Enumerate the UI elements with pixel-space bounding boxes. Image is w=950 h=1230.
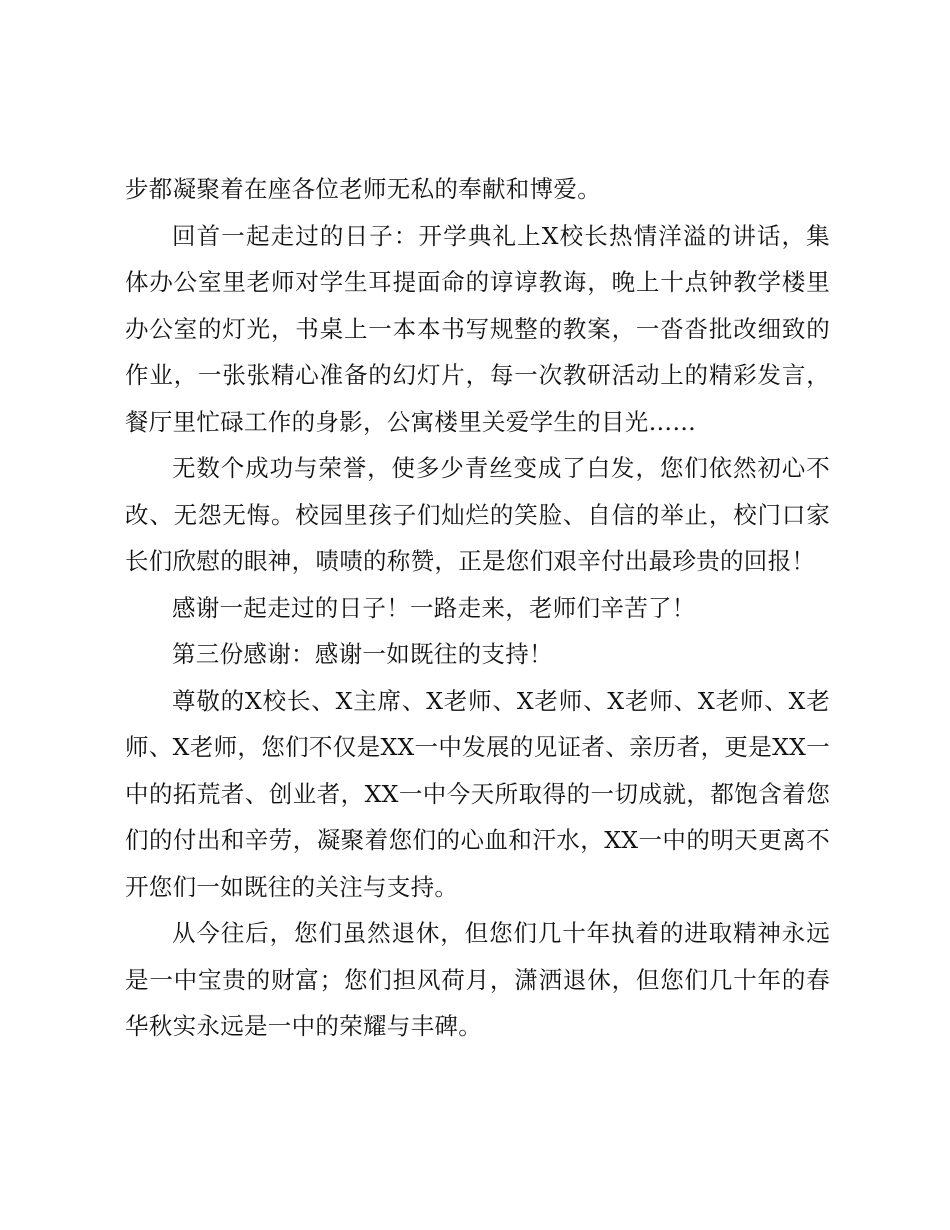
paragraph-thanks-days: 感谢一起走过的日子！一路走来，老师们辛苦了！ [172,593,696,622]
paragraph-continued: 步都凝聚着在座各位老师无私的奉献和博爱。 [125,175,601,203]
paragraph-respected-teachers: 尊敬的X校长、X主席、X老师、X老师、X老师、X老师、X老师、X老师，您们不仅是XX一中发展的见证者、亲历者，更是XX一中的拓荒者、创业者，XX一中今天所取得的一切成就，都饱含着您们的付出和辛劳，凝聚着您们的心血和汗水，XX一中的明天更离不开您们一如既往的关注与支持。 [125,686,830,901]
paragraph-third-thanks-heading: 第三份感谢：感谢一如既往的支持！ [172,640,553,668]
paragraph-recollection: 回首一起走过的日子：开学典礼上X校长热情洋溢的讲话，集体办公室里老师对学生耳提面命的谆谆教诲，晚上十点钟教学楼里办公室的灯光，书桌上一本本书写规整的教案，一沓沓批改细致的作业，一张张精心准备的幻灯片，每一次教研活动上的精彩发言，餐厅里忙碌工作的身影，公寓楼里关爱学生的目光…… [125,221,830,436]
paragraph-honors: 无数个成功与荣誉，使多少青丝变成了白发，您们依然初心不改、无怨无悔。校园里孩子们灿烂的笑脸、自信的举止，校门口家长们欣慰的眼神，啧啧的称赞，正是您们艰辛付出最珍贵的回报！ [125,454,830,575]
paragraph-retirement: 从今往后，您们虽然退休，但您们几十年执着的进取精神永远是一中宝贵的财富；您们担风荷月，潇洒退休，但您们几十年的春华秋实永远是一中的荣耀与丰碑。 [125,919,830,1040]
document-body [125,166,830,1050]
